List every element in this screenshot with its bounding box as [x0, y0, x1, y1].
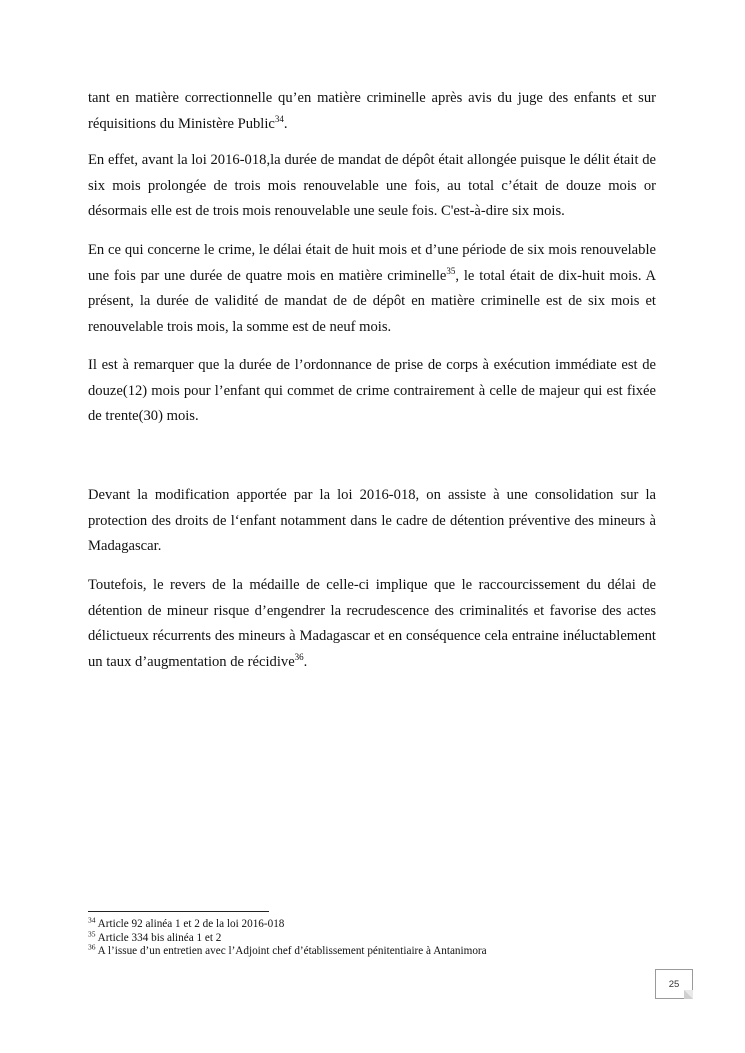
- footnote-number: 36: [88, 942, 96, 952]
- page-number-box: [655, 969, 693, 999]
- footnote-text: A l’issue d’un entretien avec l’Adjoint chef d’établissement pénitentiaire à Antanimora: [95, 945, 487, 958]
- paragraph-1: [88, 86, 656, 137]
- paragraph-4: [88, 353, 656, 430]
- footnote-ref-36[interactable]: 36: [294, 651, 304, 662]
- page-curl-icon: [684, 990, 693, 999]
- paragraph-6: [88, 573, 656, 675]
- footnote-34: [88, 915, 656, 932]
- paragraph-5-text: Devant la modification apportée par la loi 2016-018, on assiste à une consolidation sur la protection des droits de l‘enfant notamment dans le cadre de détention préventive des mineurs à Madagascar.: [88, 487, 656, 555]
- paragraph-6-text: Toutefois, le revers de la médaille de celle-ci implique que le raccourcissement du délai de détention de mineur risque d’engendrer la recrudescence des criminalités et favorise des actes délictueux récurrents des mineurs à Madagascar et en conséquence cela entraine inéluctablement un taux d’augmentation de récidive: [88, 577, 656, 670]
- footnote-36: [88, 942, 656, 959]
- footnotes: [88, 915, 656, 959]
- footnote-text: Article 334 bis alinéa 1 et 2: [95, 931, 222, 944]
- paragraph-4-text: Il est à remarquer que la durée de l’ordonnance de prise de corps à exécution immédiate est de douze(12) mois pour l’enfant qui commet de crime contrairement à celle de majeur qui est fixée de trente(30) mois.: [88, 357, 656, 425]
- footnote-text: Article 92 alinéa 1 et 2 de la loi 2016-018: [95, 918, 285, 930]
- paragraph-5: [88, 483, 656, 560]
- paragraph-1-text: tant en matière correctionnelle qu’en matière criminelle après avis du juge des enfants et sur réquisitions du Ministère Public: [88, 90, 656, 132]
- footnote-35: [88, 928, 656, 946]
- footnote-number: 35: [88, 928, 96, 938]
- paragraph-3-text-start: En ce qui concerne le crime, le délai était de huit mois et d’une période de six mois renouvelable une fois par une durée de quatre mois en matière criminelle: [88, 242, 656, 284]
- paragraph-2-text: En effet, avant la loi 2016-018,la durée de mandat de dépôt était allongée puisque le délit était de six mois prolongée de trois mois renouvelable une fois, au total c’était de douze mois or désormais elle est de trois mois renouvelable une seule fois. C'est-à-dire six mois.: [88, 152, 656, 220]
- paragraph-1-end: .: [283, 115, 288, 132]
- footnote-ref-35[interactable]: 35: [446, 265, 456, 276]
- paragraph-3-text-end: , le total était de dix-huit mois. A présent, la durée de validité de mandat de de dépôt en matière criminelle est de six mois et renouvelable trois mois, la somme est de neuf mois.: [88, 267, 657, 335]
- footnote-number: 34: [88, 915, 96, 925]
- page-number: 25: [668, 978, 680, 990]
- footnote-separator: [88, 911, 269, 912]
- paragraph-2: [88, 148, 656, 225]
- paragraph-3: [88, 238, 656, 340]
- footnote-ref-34[interactable]: 34: [274, 113, 284, 124]
- paragraph-6-end: .: [303, 653, 308, 670]
